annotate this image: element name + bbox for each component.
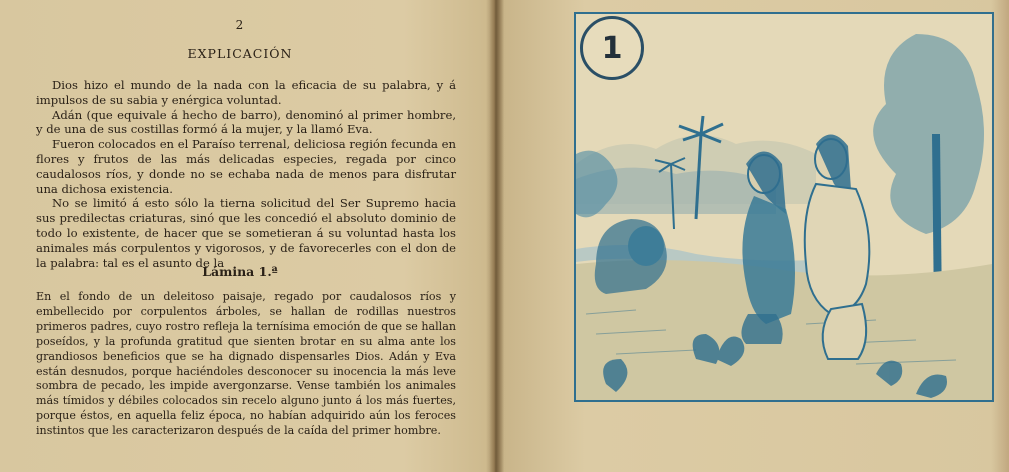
page-number: 2 xyxy=(235,18,245,32)
paragraph: Fueron colocados en el Paraíso terrenal, deliciosa región fecunda en flores y frutos de las más delicadas especies, regada por cinco caudalosos ríos, y donde no se echaba nada de menos para disfrutar una dichosa existencia. xyxy=(36,137,456,196)
paragraph: Dios hizo el mundo de la nada con la eficacia de su palabra, y á impulsos de su sabia y enérgica voluntad. xyxy=(36,78,456,107)
plate-number-badge: 1 xyxy=(580,16,644,80)
explanation-text xyxy=(36,78,456,270)
plate-description xyxy=(36,290,456,439)
plate-title: Lámina 1.ª xyxy=(202,264,278,279)
page-edge-stain xyxy=(991,0,1009,472)
section-heading: EXPLICACIÓN xyxy=(187,46,293,61)
right-page xyxy=(500,0,1009,472)
illustration-plate xyxy=(574,12,994,402)
paragraph: No se limitó á esto sólo la tierna solicitud del Ser Supremo hacia sus predilectas criaturas, sinó que les concedió el absoluto dominio de todo lo existente, de hacer que se sometieran á su voluntad hasta los animales más corpulentos y vigorosos, y de favorecerles con el don de la palabra: tal es el asunto de la xyxy=(36,196,456,270)
paragraph: Adán (que equivale á hecho de barro), denominó al primer hombre, y de una de sus costillas formó á la mujer, y la llamó Eva. xyxy=(36,107,456,137)
adam-and-eve-illustration xyxy=(576,14,992,400)
paragraph: En el fondo de un deleitoso paisaje, regado por caudalosos ríos y embellecido por corpulentos árboles, se hallan de rodillas nuestros primeros padres, cuyo rostro refleja la ternísima emoción de que se hallan poseídos, y la profunda gratitud que sienten brotar en su alma ante los grandiosos beneficios que se ha dignado dispensarles Dios. Adán y Eva están desnudos, porque haciéndoles desconocer su inocencia la más leve sombra de pecado, les impide avergonzarse. Vense también los animales más tímidos y débiles colocados sin recelo alguno junto á los más fuertes, porque éstos, en aquella feliz época, no habían adquirido aún los feroces instintos que les caracterizaron después de la caída del primer hombre. xyxy=(36,290,456,438)
left-page xyxy=(0,0,492,472)
